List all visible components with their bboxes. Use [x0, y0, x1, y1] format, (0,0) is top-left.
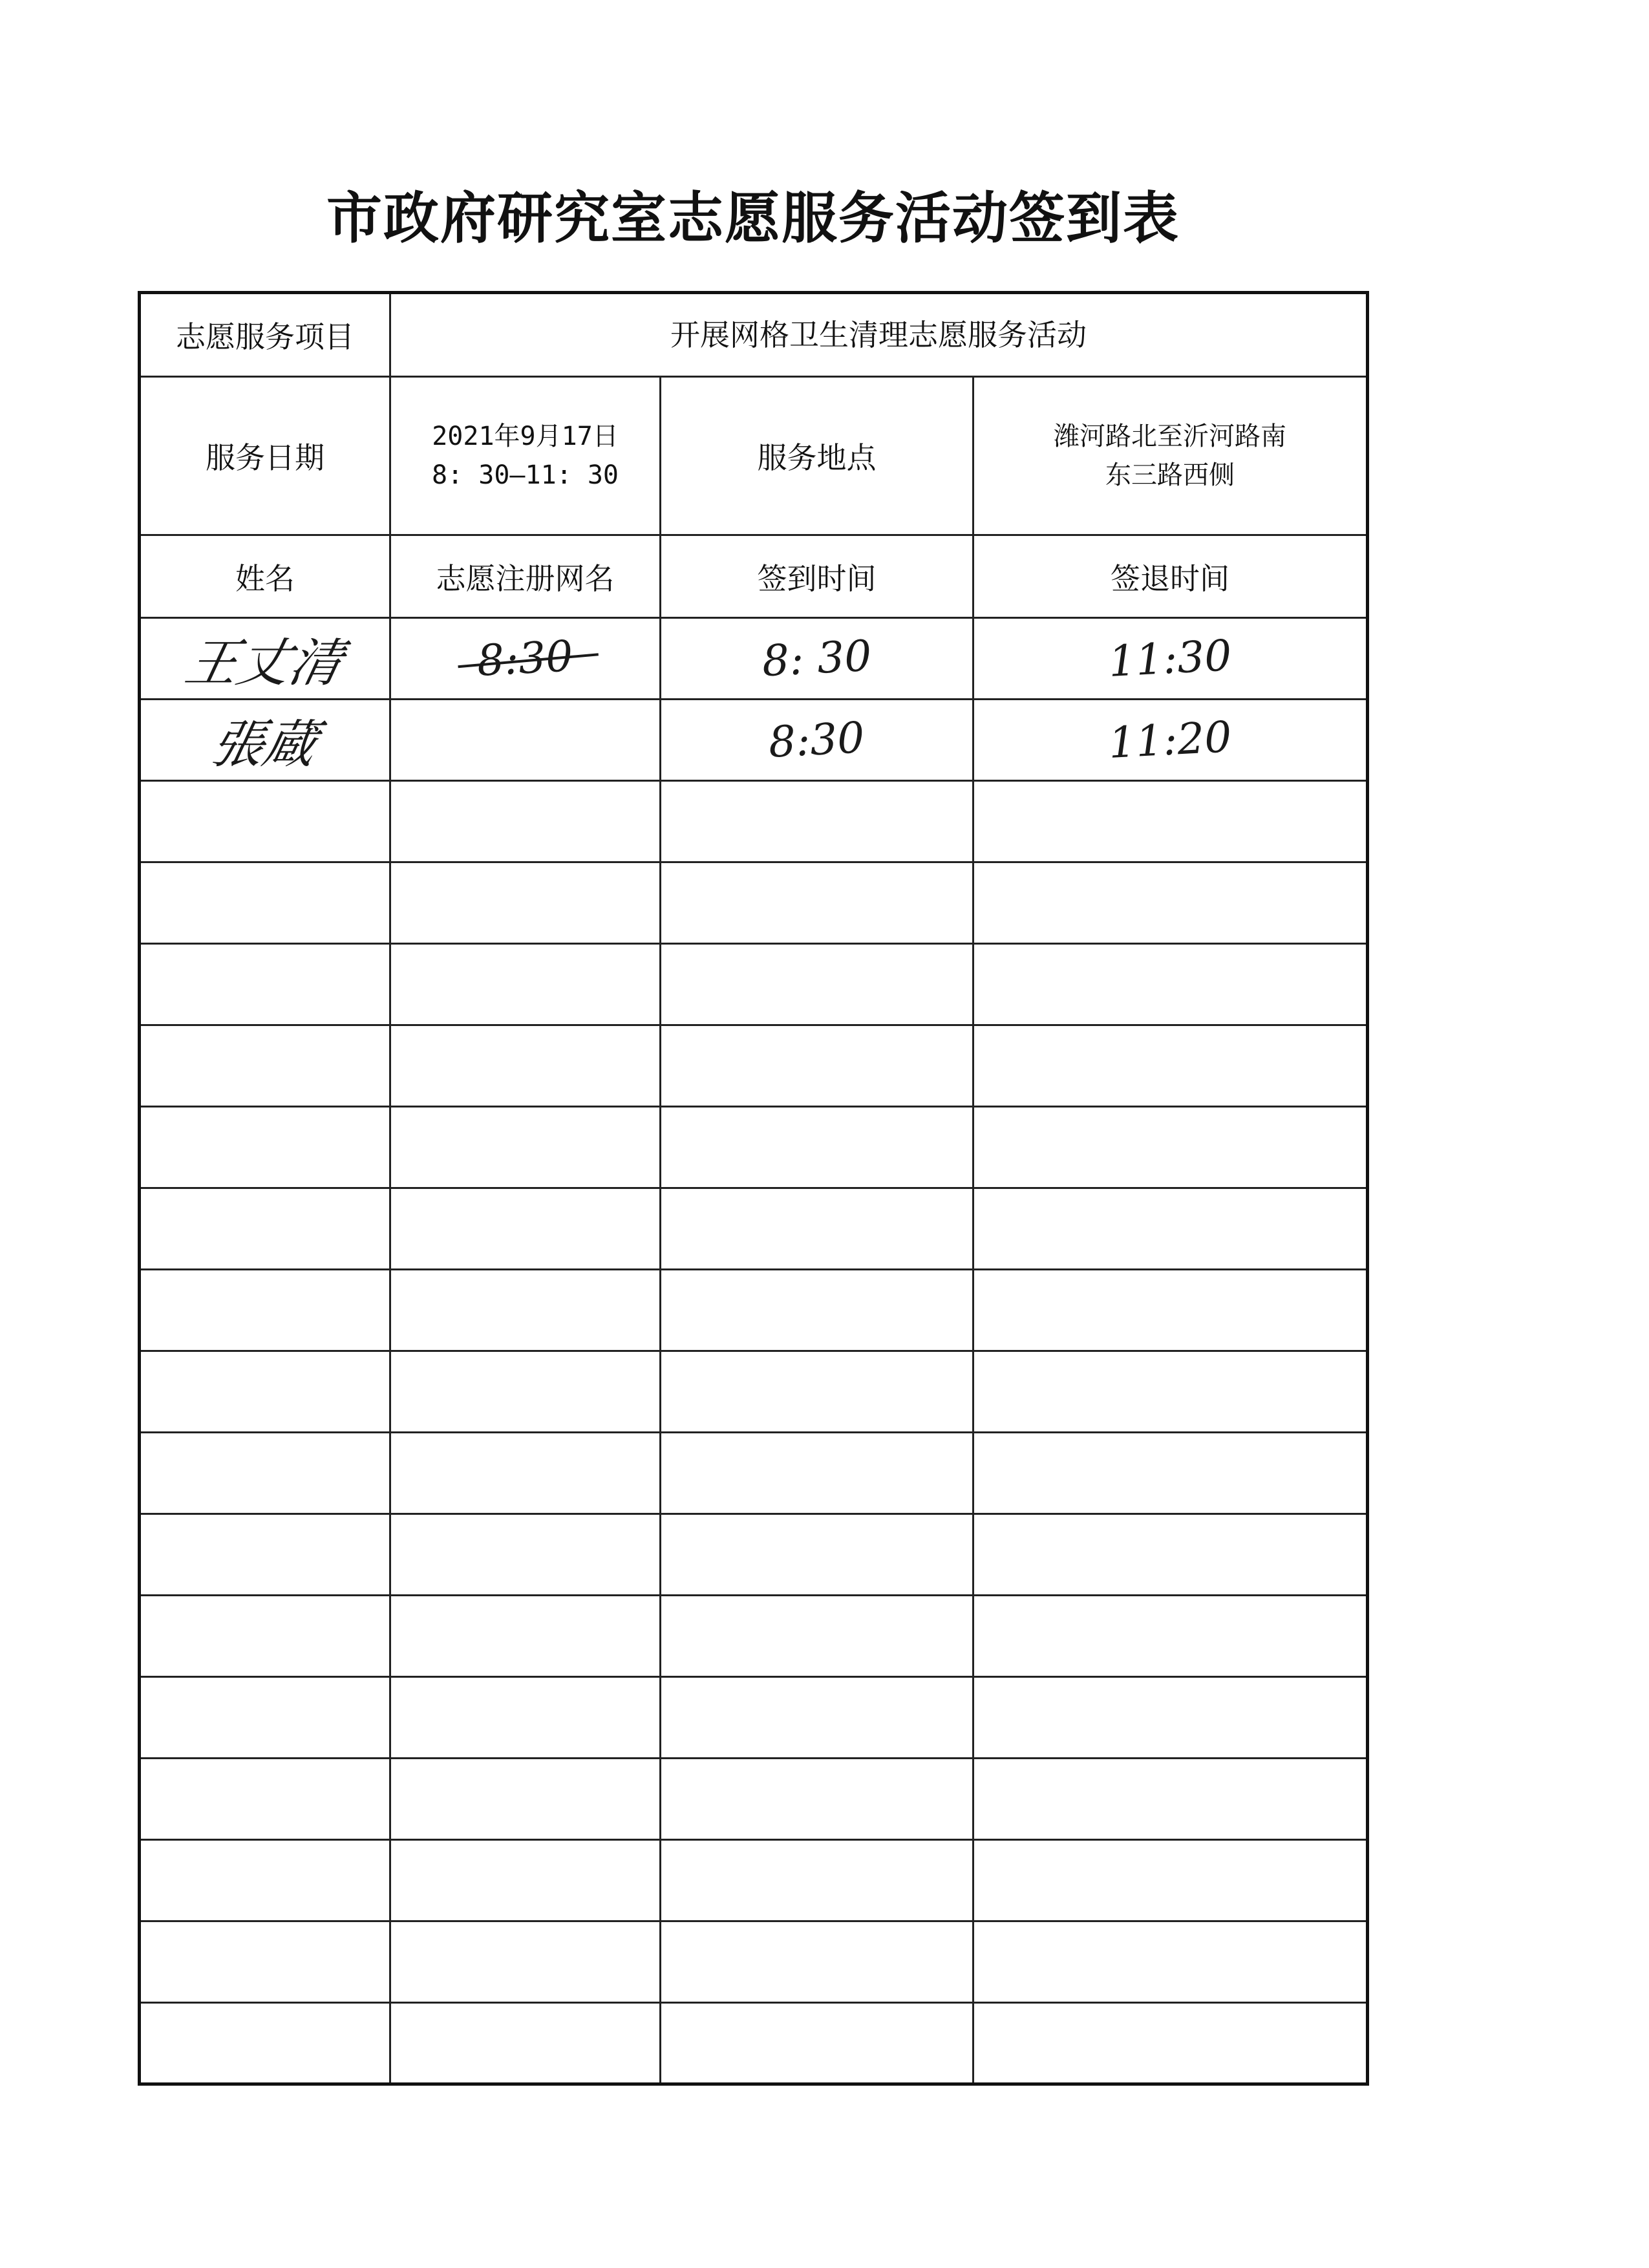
location-value: [973, 377, 1368, 535]
net-name-cell: [390, 1759, 661, 1840]
net-name-cell: [390, 1596, 661, 1677]
column-header-row: [140, 535, 1368, 618]
date-label: 服务日期: [140, 377, 390, 535]
table-row: [140, 2003, 1368, 2084]
signature-cell: [140, 2003, 390, 2084]
signature-cell: [140, 1188, 390, 1270]
sign-in-time-cell: [661, 1677, 973, 1759]
sign-in-time-cell: [661, 618, 973, 700]
sign-out-time-cell-text: 11:20: [1107, 712, 1233, 768]
sign-in-time-cell: [661, 1188, 973, 1270]
signature-cell: [140, 1107, 390, 1188]
signature-cell-text: 張蔵: [206, 714, 323, 775]
net-name-cell: [390, 700, 661, 781]
table-row: [140, 1840, 1368, 1921]
sign-out-time-cell: [973, 2003, 1368, 2084]
sign-in-time-cell: [661, 1840, 973, 1921]
sign-out-time-cell: [973, 1351, 1368, 1433]
sign-in-time-cell: [661, 1596, 973, 1677]
sign-in-time-cell-text: 8: 30: [760, 630, 873, 687]
table-row: [140, 1107, 1368, 1188]
sign-out-time-cell: [973, 1677, 1368, 1759]
net-name-cell: [390, 781, 661, 862]
sign-in-time-cell: [661, 1759, 973, 1840]
signature-cell: [140, 944, 390, 1025]
net-name-cell: [390, 618, 661, 700]
sign-in-time-cell: [661, 1433, 973, 1514]
sign-out-time-cell: [973, 1025, 1368, 1107]
sign-out-time-cell: [973, 1433, 1368, 1514]
signature-cell: [140, 781, 390, 862]
sign-in-time-cell: [661, 1270, 973, 1351]
net-name-cell: [390, 1351, 661, 1433]
date-location-row: [140, 377, 1368, 535]
page-title: 市政府研究室志愿服务活动签到表: [326, 186, 1180, 251]
sign-out-time-cell: [973, 1107, 1368, 1188]
sign-in-time-cell: [661, 2003, 973, 2084]
net-name-cell: [390, 944, 661, 1025]
column-header-sign-out: 签退时间: [973, 535, 1368, 618]
sign-in-time-cell: [661, 1921, 973, 2003]
table-row: [140, 618, 1368, 700]
sign-out-time-cell: [973, 1759, 1368, 1840]
sign-out-time-cell: [973, 1921, 1368, 2003]
location-line-1: 潍河路北至沂河路南: [1054, 422, 1286, 451]
signature-cell: [140, 700, 390, 781]
project-label: 志愿服务项目: [140, 293, 390, 377]
net-name-cell: [390, 1270, 661, 1351]
sign-in-time-cell: [661, 944, 973, 1025]
table-row: [140, 781, 1368, 862]
column-header-name: 姓名: [140, 535, 390, 618]
table-row: [140, 1596, 1368, 1677]
sign-in-time-cell: [661, 700, 973, 781]
column-header-net-name: 志愿注册网名: [390, 535, 661, 618]
sign-in-time-cell-text: 8:30: [767, 712, 866, 767]
date-line-1: 2021年9月17日: [432, 422, 619, 451]
sign-in-time-cell: [661, 1107, 973, 1188]
signature-cell: [140, 1677, 390, 1759]
sign-out-time-cell-text: 11:30: [1107, 630, 1233, 687]
table-row: [140, 944, 1368, 1025]
net-name-cell: [390, 1840, 661, 1921]
location-line-2: 东三路西侧: [1105, 460, 1235, 490]
table-row: [140, 862, 1368, 944]
sign-out-time-cell: [973, 1188, 1368, 1270]
net-name-cell: [390, 1025, 661, 1107]
table-row: [140, 1351, 1368, 1433]
net-name-cell: [390, 1107, 661, 1188]
sign-in-time-cell: [661, 862, 973, 944]
sign-in-time-cell: [661, 1025, 973, 1107]
column-header-sign-in: 签到时间: [661, 535, 973, 618]
table-row: [140, 1514, 1368, 1596]
net-name-cell: [390, 862, 661, 944]
signature-cell: [140, 1270, 390, 1351]
net-name-cell: [390, 1433, 661, 1514]
sign-out-time-cell: [973, 1270, 1368, 1351]
sign-in-time-cell: [661, 1351, 973, 1433]
signature-cell: [140, 862, 390, 944]
project-row: [140, 293, 1368, 377]
sign-out-time-cell: [973, 862, 1368, 944]
signature-cell: [140, 1596, 390, 1677]
sign-out-time-cell: [973, 618, 1368, 700]
sign-out-time-cell: [973, 781, 1368, 862]
project-value: 开展网格卫生清理志愿服务活动: [390, 293, 1368, 377]
signature-cell: [140, 1921, 390, 2003]
table-row: [140, 1270, 1368, 1351]
table-row: [140, 1433, 1368, 1514]
signature-cell: [140, 1759, 390, 1840]
net-name-cell: [390, 2003, 661, 2084]
sign-out-time-cell: [973, 700, 1368, 781]
net-name-cell: [390, 1677, 661, 1759]
sign-in-time-cell: [661, 1514, 973, 1596]
table-row: [140, 1025, 1368, 1107]
sign-in-sheet-table: [138, 291, 1369, 2086]
table-row: [140, 1759, 1368, 1840]
signature-cell: [140, 1351, 390, 1433]
net-name-cell: [390, 1921, 661, 2003]
sign-out-time-cell: [973, 944, 1368, 1025]
location-label: 服务地点: [661, 377, 973, 535]
signature-cell: [140, 1433, 390, 1514]
date-value: [390, 377, 661, 535]
signature-cell: [140, 618, 390, 700]
net-name-cell: [390, 1514, 661, 1596]
signature-cell: [140, 1840, 390, 1921]
net-name-cell: [390, 1188, 661, 1270]
net-name-cell-text: 8:30: [476, 631, 575, 686]
sign-out-time-cell: [973, 1514, 1368, 1596]
table-row: [140, 700, 1368, 781]
table-row: [140, 1677, 1368, 1759]
signature-cell: [140, 1514, 390, 1596]
sign-out-time-cell: [973, 1596, 1368, 1677]
signature-cell: [140, 1025, 390, 1107]
table-row: [140, 1921, 1368, 2003]
sign-out-time-cell: [973, 1840, 1368, 1921]
signature-cell-text: 王丈清: [180, 633, 348, 693]
sign-in-time-cell: [661, 781, 973, 862]
date-line-2: 8: 30–11: 30: [432, 460, 619, 490]
table-row: [140, 1188, 1368, 1270]
